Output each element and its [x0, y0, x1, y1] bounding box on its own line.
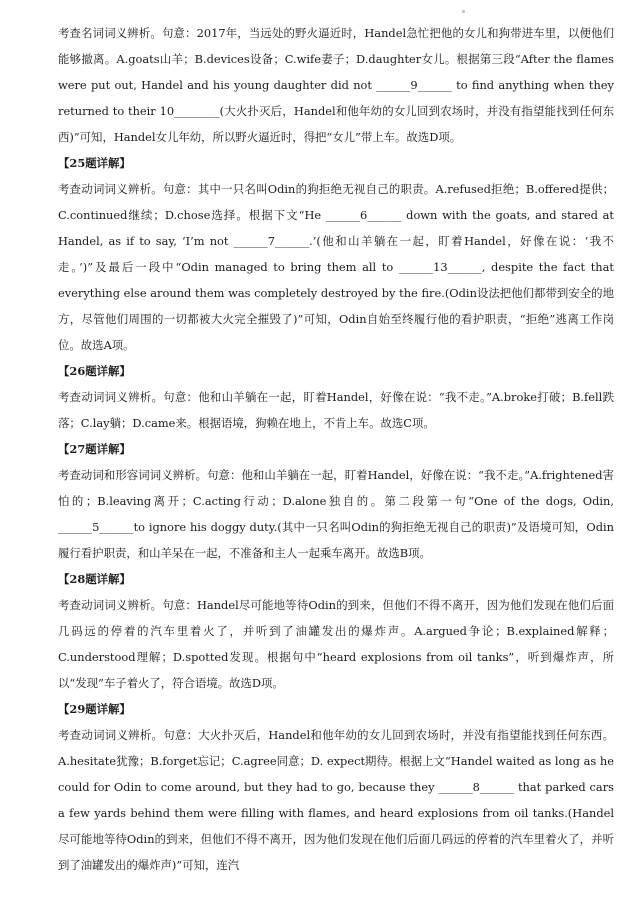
explanation-24-body: 考查名词词义辨析。句意：2017年，当远处的野火逼近时，Handel急忙把他的女儿和狗带进车里，以便他们能够撤离。A.goats山羊；B.devices设备；C.wife妻子；D.daughter女儿。根据第三段“After the flames were put out, Handel and his young daughter did not ______9______ to find anything when they returned to their 10________(大火扑灭后，Handel和他年幼的女儿回到农场时，并没有指望能找到任何东西)”可知，Handel女儿年幼，所以野火逼近时，得把“女儿”带上车。故选D项。 [58, 26, 614, 144]
explanation-27-heading: 【27题详解】 [58, 442, 131, 456]
explanation-28-heading: 【28题详解】 [58, 572, 131, 586]
scan-speck [462, 10, 465, 13]
explanation-26-heading: 【26题详解】 [58, 364, 131, 378]
explanation-25-heading: 【25题详解】 [58, 156, 131, 170]
explanation-28-body: 考查动词词义辨析。句意：Handel尽可能地等待Odin的到来，但他们不得不离开，因为他们发现在他们后面几码远的停着的汽车里着火了，并听到了油罐发出的爆炸声。A.argued争论；B.explained解释；C.understood理解；D.spotted发现。根据句中“heard explosions from oil tanks”，听到爆炸声，所以“发现”车子着火了，符合语境。故选D项。 [58, 598, 614, 690]
explanation-26-body: 考查动词词义辨析。句意：他和山羊躺在一起，盯着Handel，好像在说：“我不走。”A.broke打破；B.fell跌落；C.lay躺；D.came来。根据语境，狗赖在地上，不肯上车。故选C项。 [58, 390, 614, 430]
explanation-25-body: 考查动词词义辨析。句意：其中一只名叫Odin的狗拒绝无视自己的职责。A.refused拒绝；B.offered提供；C.continued继续；D.chose选择。根据下文“He ______6______ down with the goats, and stared at Handel, as if to say, ‘I’m not ______7______.’(他和山羊躺在一起，盯着Handel，好像在说：‘我不走。’)”及最后一段中“Odin managed to bring them all to ______13______, despite the fact that everything else around them was completely destroyed by the fire.(Odin设法把他们都带到安全的地方，尽管他们周围的一切都被大火完全摧毁了)”可知，Odin自始至终履行他的看护职责，“拒绝”逃离工作岗位。故选A项。 [58, 182, 614, 352]
explanation-29-body: 考查动词词义辨析。句意：大火扑灭后，Handel和他年幼的女儿回到农场时，并没有指望能找到任何东西。A.hesitate犹豫；B.forget忘记；C.agree同意；D. expect期待。根据上文“Handel waited as long as he could for Odin to come around, but they had to go, because they ______8______ that parked cars a few yards behind them were filling with flames, and heard explosions from oil tanks.(Handel尽可能地等待Odin的到来，但他们不得不离开，因为他们发现在他们后面几码远的停着的汽车里着火了，并听到了油罐发出的爆炸声)”可知，连汽 [58, 728, 614, 872]
explanation-29-heading: 【29题详解】 [58, 702, 131, 716]
explanation-27-body: 考查动词和形容词词义辨析。句意：他和山羊躺在一起，盯着Handel，好像在说：“我不走。”A.frightened害怕的；B.leaving离开；C.acting行动；D.alone独自的。第二段第一句“One of the dogs, Odin, ______5______to ignore his doggy duty.(其中一只名叫Odin的狗拒绝无视自己的职责)”及语境可知，Odin履行看护职责，和山羊呆在一起，不准备和主人一起乘车离开。故选B项。 [58, 468, 614, 560]
